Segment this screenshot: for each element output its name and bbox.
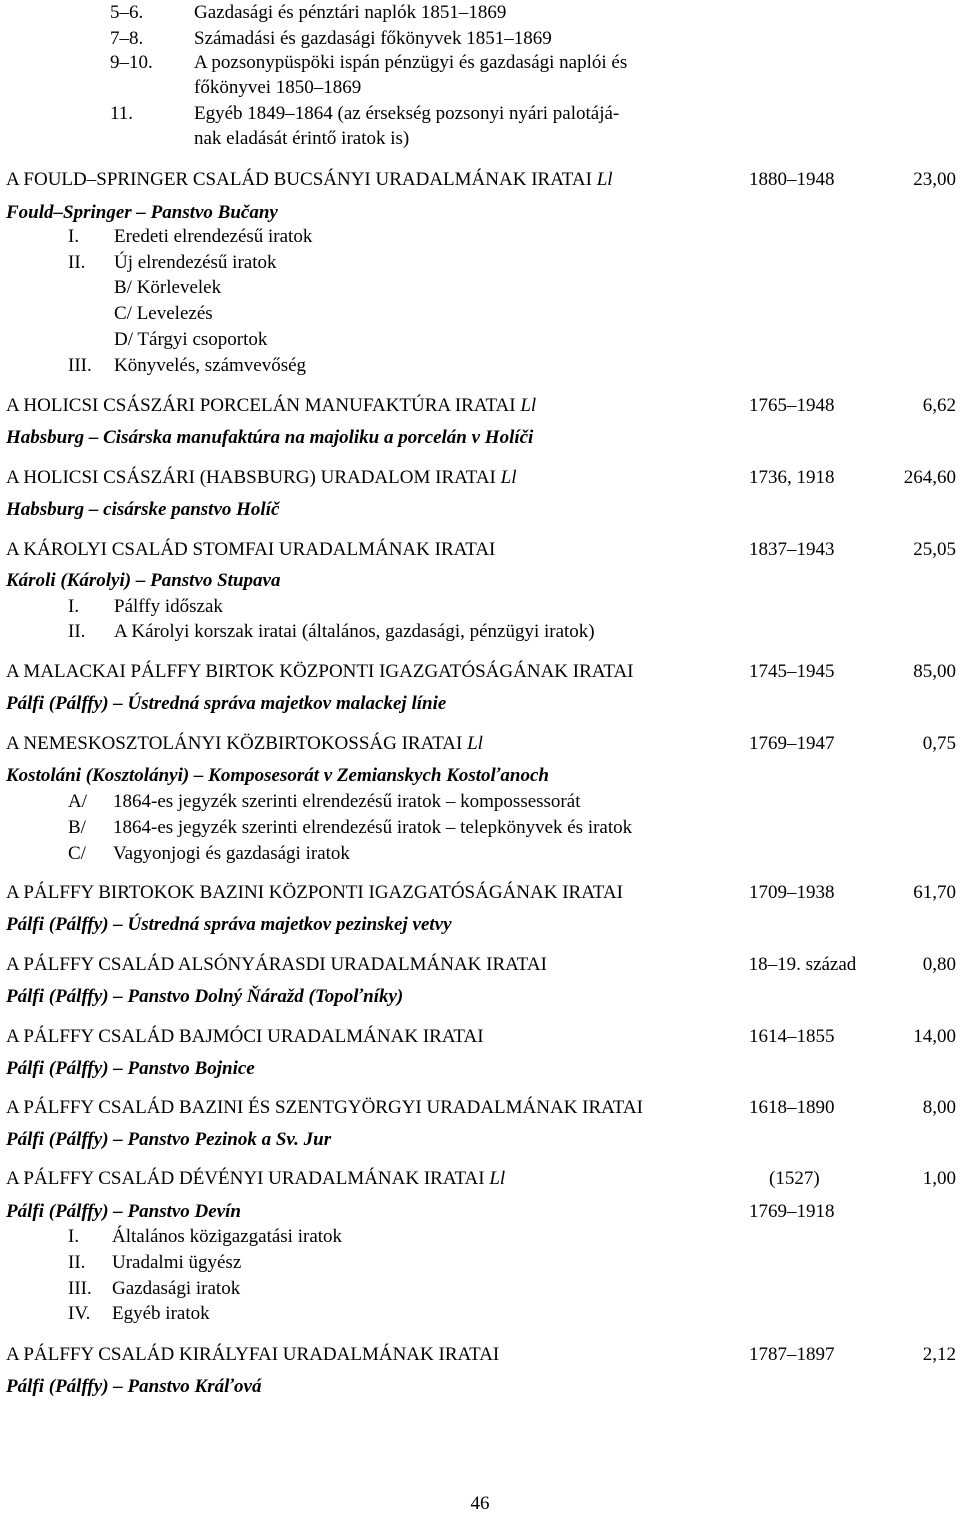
page-number: 46 [470,1493,490,1514]
fond-slovak-name: Pálfi (Pálffy) – Panstvo Bojnice [6,1058,255,1079]
fond-title: A MALACKAI PÁLFFY BIRTOK KÖZPONTI IGAZGATÓSÁGÁNAK IRATAI [6,661,634,682]
fond-slovak-name: Károli (Károlyi) – Panstvo Stupava [6,570,281,591]
list-item-text: Gazdasági és pénztári naplók 1851–1869 [194,2,507,23]
fond-entry [0,731,960,757]
list-item [0,126,960,152]
fond-entry [0,952,960,978]
fond-entry [0,537,960,563]
ll-mark: Ll [467,733,483,754]
fond-size: 264,60 [903,467,956,488]
list-item [0,101,960,127]
list-item: C/ Vagyonjogi és gazdasági iratok [68,843,350,864]
fond-size: 85,00 [913,661,956,682]
fond-size: 8,00 [922,1097,956,1118]
fond-title: A NEMESKOSZTOLÁNYI KÖZBIRTOKOSSÁG IRATAI Ll [6,733,483,754]
fond-title: A PÁLFFY BIRTOKOK BAZINI KÖZPONTI IGAZGATÓSÁGÁNAK IRATAI [6,882,623,903]
fond-title: A FOULD–SPRINGER CSALÁD BUCSÁNYI URADALMÁNAK IRATAI Ll [6,169,613,190]
list-item [0,50,960,76]
fond-size: 2,12 [922,1344,956,1365]
fond-title: A HOLICSI CSÁSZÁRI (HABSBURG) URADALOM IRATAI Ll [6,467,517,488]
fond-size: 0,80 [922,954,956,975]
list-item: C/ Levelezés [114,303,213,324]
fond-title: A PÁLFFY CSALÁD ALSÓNYÁRASDI URADALMÁNAK IRATAI [6,954,547,975]
fond-title: A HOLICSI CSÁSZÁRI PORCELÁN MANUFAKTÚRA IRATAI Ll [6,395,537,416]
fond-entry [0,1024,960,1050]
fond-size: 0,75 [922,733,956,754]
ll-mark: Ll [520,395,537,416]
fond-size: 25,05 [913,539,956,560]
fond-title: A PÁLFFY CSALÁD BAJMÓCI URADALMÁNAK IRATAI [6,1026,484,1047]
fond-dates: 1765–1948 [749,395,835,416]
fond-slovak-name: Pálfi (Pálffy) – Panstvo Pezinok a Sv. Jur [6,1129,332,1150]
ll-mark: Ll [596,169,613,190]
list-item-text: főkönyvei 1850–1869 [194,77,362,98]
list-item: I. Pálffy időszak [68,596,223,617]
list-item: A/ 1864-es jegyzék szerinti elrendezésű iratok – kompossessorát [68,791,581,812]
fond-slovak-name: Pálfi (Pálffy) – Panstvo Dolný Ňáražd (Topoľníky) [6,986,404,1007]
fond-size: 61,70 [913,882,956,903]
fond-slovak-name: Kostoláni (Kosztolányi) – Komposesorát v Zemianskych Kostoľanoch [6,765,550,786]
fond-slovak-name: Fould–Springer – Panstvo Bučany [6,202,278,223]
fond-dates: 1787–1897 [749,1344,835,1365]
list-item: II. A Károlyi korszak iratai (általános, gazdasági, pénzügyi iratok) [68,621,595,642]
fond-entry [0,1342,960,1368]
list-item [0,75,960,101]
list-item-number: 7–8. [110,28,144,49]
list-item-text: nak eladását érintő iratok is) [194,128,410,149]
fond-secondary-dates: 1769–1918 [749,1201,835,1222]
fond-dates: 1709–1938 [749,882,835,903]
fond-dates: 18–19. század [748,954,857,975]
ll-mark: Ll [489,1168,506,1189]
list-item: II. Új elrendezésű iratok [68,252,277,273]
list-item [0,26,960,52]
fond-dates: 1769–1947 [749,733,835,754]
list-item-number: 11. [110,103,134,124]
fond-title: A PÁLFFY CSALÁD BAZINI ÉS SZENTGYÖRGYI URADALMÁNAK IRATAI [6,1097,643,1118]
fond-dates: 1618–1890 [749,1097,835,1118]
fond-slovak-name: Pálfi (Pálffy) – Ústredná správa majetkov pezinskej vetvy [6,914,452,935]
fond-size: 14,00 [913,1026,956,1047]
list-item: I. Általános közigazgatási iratok [68,1226,343,1247]
fond-slovak-name: Habsburg – Cisárska manufaktúra na majoliku a porcelán v Holíči [6,427,534,448]
ll-mark: Ll [500,467,517,488]
fond-dates: 1880–1948 [749,169,835,190]
fond-dates: 1837–1943 [749,539,835,560]
fond-entry [0,167,960,193]
list-item: D/ Tárgyi csoportok [114,329,268,350]
list-item: B/ Körlevelek [114,277,222,298]
fond-dates: (1527) [769,1168,820,1189]
list-item: III. Könyvelés, számvevőség [68,355,307,376]
fond-slovak-name: Pálfi (Pálffy) – Panstvo Kráľová [6,1376,262,1397]
fond-dates: 1736, 1918 [749,467,835,488]
fond-size: 23,00 [913,169,956,190]
fond-entry [0,659,960,685]
list-item-text: Egyéb 1849–1864 (az érsekség pozsonyi nyári palotájá- [194,103,620,124]
list-item [0,0,960,26]
fond-title: A PÁLFFY CSALÁD KIRÁLYFAI URADALMÁNAK IRATAI [6,1344,500,1365]
list-item: IV. Egyéb iratok [68,1303,210,1324]
list-item: I. Eredeti elrendezésű iratok [68,226,313,247]
fond-slovak-name: Pálfi (Pálffy) – Ústredná správa majetkov malackej línie [6,693,447,714]
fond-entry [0,1166,960,1192]
list-item: III. Gazdasági iratok [68,1278,241,1299]
list-item-text: A pozsonypüspöki ispán pénzügyi és gazdasági naplói és [194,52,628,73]
list-item: II. Uradalmi ügyész [68,1252,242,1273]
fond-dates: 1614–1855 [749,1026,835,1047]
fond-entry [0,393,960,419]
list-item-text: Számadási és gazdasági főkönyvek 1851–1869 [194,28,552,49]
fond-slovak-name: Habsburg – cisárske panstvo Holíč [6,499,280,520]
fond-size: 6,62 [922,395,956,416]
fond-entry [0,1095,960,1121]
fond-entry [0,465,960,491]
fond-size: 1,00 [922,1168,956,1189]
fond-title: A KÁROLYI CSALÁD STOMFAI URADALMÁNAK IRATAI [6,539,496,560]
fond-dates: 1745–1945 [749,661,835,682]
list-item: B/ 1864-es jegyzék szerinti elrendezésű iratok – telepkönyvek és iratok [68,817,633,838]
fond-slovak-name: Pálfi (Pálffy) – Panstvo Devín [6,1201,241,1222]
fond-title: A PÁLFFY CSALÁD DÉVÉNYI URADALMÁNAK IRATAI Ll [6,1168,506,1189]
fond-entry [0,880,960,906]
list-item-number: 5–6. [110,2,144,23]
list-item-number: 9–10. [110,52,153,73]
